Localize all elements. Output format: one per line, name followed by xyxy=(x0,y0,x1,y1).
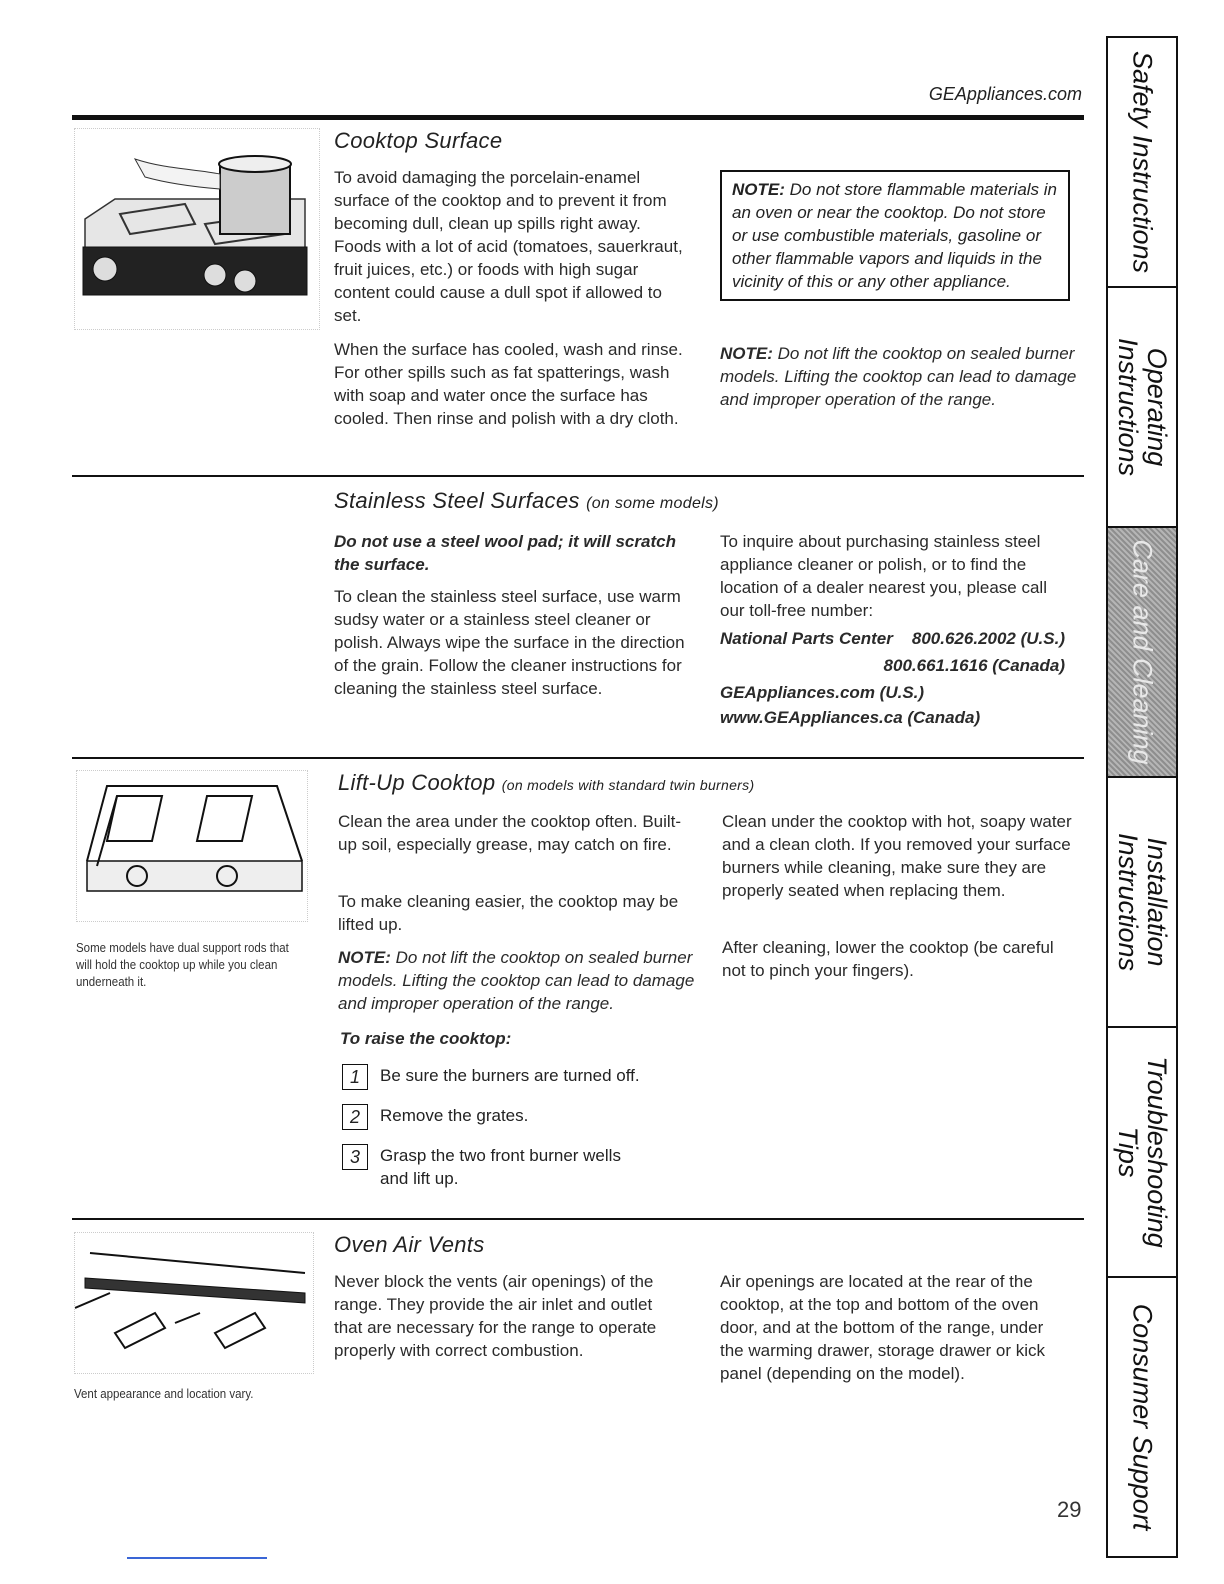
step-number: 1 xyxy=(342,1064,368,1090)
tab-troubleshooting-tips[interactable] xyxy=(1108,1028,1176,1278)
cooktop-surface-title: Cooktop Surface xyxy=(334,128,503,153)
stainless-title: Stainless Steel Surfaces (on some models) xyxy=(334,488,719,513)
cooktop-pot-illustration xyxy=(74,128,320,330)
steel-wool-warning: Do not use a steel wool pad; it will scratch the surface. xyxy=(334,532,676,574)
sealed-burner-note xyxy=(720,342,1085,411)
contact-block xyxy=(720,627,1065,729)
section-tabs xyxy=(1106,36,1178,1558)
lift-up-caption: Some models have dual support rods that will hold the cooktop up while you clean underneath it. xyxy=(76,941,289,989)
tab-label: Consumer Support xyxy=(1127,1303,1158,1531)
tab-consumer-support[interactable] xyxy=(1108,1278,1176,1556)
tab-label: Care and Cleaning xyxy=(1127,539,1158,765)
section-divider xyxy=(72,757,1084,759)
tab-label: Safety Instructions xyxy=(1127,50,1158,274)
tab-operating-instructions[interactable] xyxy=(1108,288,1176,528)
note-label: NOTE: xyxy=(338,948,391,967)
header-rule xyxy=(72,115,1084,120)
note-text: Do not lift the cooktop on sealed burner models. Lifting the cooktop can lead to damage and improper operation of the range. xyxy=(720,344,1077,409)
tab-label: Operating Instructions xyxy=(1113,337,1172,477)
phone-canada: 800.661.1616 (Canada) xyxy=(883,656,1065,675)
lift-up-cooktop-illustration xyxy=(76,770,308,922)
lift-up-note xyxy=(338,946,698,1015)
step-number: 2 xyxy=(342,1104,368,1130)
tab-care-and-cleaning[interactable] xyxy=(1108,528,1176,778)
flammable-note-box xyxy=(720,170,1070,301)
web-canada-link[interactable]: www.GEAppliances.ca (Canada) xyxy=(720,708,981,727)
stainless-para2: To inquire about purchasing stainless steel appliance cleaner or polish, or to find the location of a dealer nearest you, please call our toll-free number: xyxy=(720,532,1047,620)
vents-para1: Never block the vents (air openings) of the range. They provide the air inlet and outlet that are necessary for the range to operate properly with correct combustion. xyxy=(334,1272,657,1360)
cooktop-surface-para1: To avoid damaging the porcelain-enamel surface of the cooktop and to prevent it from becoming dull, clean up spills right away. Foods with a lot of acid (tomatoes, sauerkraut, fruit juices, etc.) or foods with high sugar content could cause a dull spot if allowed to set. xyxy=(334,168,683,325)
page-number: 29 xyxy=(1057,1497,1082,1522)
stainless-para1: To clean the stainless steel surface, use warm sudsy water or a stainless steel cleaner or polish. Always wipe the surface in the direction of the grain. Follow the cleaner instructions for cleaning the stainless steel surface. xyxy=(334,587,685,698)
oven-air-vents-title: Oven Air Vents xyxy=(334,1232,485,1257)
step-item xyxy=(342,1064,682,1090)
step-text: Grasp the two front burner wells and lift up. xyxy=(380,1146,621,1188)
note-text: Do not store flammable materials in an oven or near the cooktop. Do not store or use combustible materials, gasoline or other flammable vapors and liquids in the vicinity of this or any other appliance. xyxy=(732,180,1058,291)
tab-installation-instructions[interactable] xyxy=(1108,778,1176,1028)
web-us-link[interactable]: GEAppliances.com (U.S.) xyxy=(720,683,925,702)
lift-up-para1: Clean the area under the cooktop often. Built-up soil, especially grease, may catch on fire. xyxy=(338,812,682,854)
note-label: NOTE: xyxy=(720,344,773,363)
stainless-subtitle: (on some models) xyxy=(586,495,719,512)
step-item xyxy=(342,1144,642,1190)
note-text: Do not lift the cooktop on sealed burner models. Lifting the cooktop can lead to damage and improper operation of the range. xyxy=(338,948,695,1013)
vent-caption: Vent appearance and location vary. xyxy=(74,1387,254,1401)
step-item xyxy=(342,1104,682,1130)
lift-up-subtitle: (on models with standard twin burners) xyxy=(501,777,755,793)
section-divider xyxy=(72,475,1084,477)
tab-safety-instructions[interactable] xyxy=(1108,38,1176,288)
note-label: NOTE: xyxy=(732,180,785,199)
oven-vent-illustration xyxy=(74,1232,314,1374)
vents-para2: Air openings are located at the rear of the cooktop, at the top and bottom of the oven door, and at the bottom of the range, under the warming drawer, storage drawer or kick panel (depending on the model). xyxy=(720,1272,1046,1383)
tab-label: Installation Instructions xyxy=(1113,832,1172,972)
site-url: GEAppliances.com xyxy=(928,84,1082,104)
section-divider xyxy=(72,1218,1084,1220)
lift-up-para3: Clean under the cooktop with hot, soapy water and a clean cloth. If you removed your surface burners while cleaning, make sure they are properly seated when replacing them. xyxy=(722,812,1072,900)
step-number: 3 xyxy=(342,1144,368,1170)
bottom-link-underline xyxy=(127,1557,267,1559)
cooktop-surface-para2: When the surface has cooled, wash and rinse. For other spills such as fat spatterings, wash with soap and water once the surface has cooled. Then rinse and polish with a dry cloth. xyxy=(334,340,683,428)
contact-label: National Parts Center xyxy=(720,629,893,648)
step-text: Remove the grates. xyxy=(380,1106,529,1125)
steps-heading: To raise the cooktop: xyxy=(340,1029,512,1048)
tab-label: Troubleshooting Tips xyxy=(1113,1056,1172,1248)
phone-us: 800.626.2002 (U.S.) xyxy=(911,629,1065,648)
lift-up-para4: After cleaning, lower the cooktop (be careful not to pinch your fingers). xyxy=(722,938,1054,980)
lift-up-para2: To make cleaning easier, the cooktop may be lifted up. xyxy=(338,892,679,934)
step-text: Be sure the burners are turned off. xyxy=(380,1066,640,1085)
lift-up-title: Lift-Up Cooktop (on models with standard twin burners) xyxy=(338,770,755,795)
